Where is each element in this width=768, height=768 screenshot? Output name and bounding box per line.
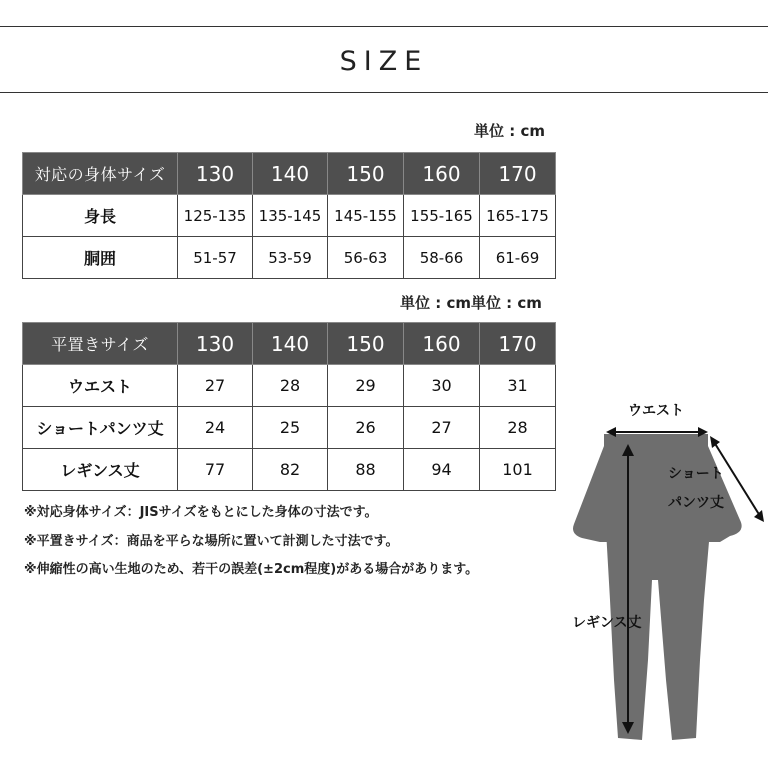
unit-label-2: 単位 : cm単位 : cm [400,294,542,312]
table-cell: 145-155 [328,195,404,237]
shorts-arrow-head-bottom [754,510,764,522]
table-cell: 27 [404,407,480,449]
header-cell: 150 [328,323,404,365]
table-cell: 53-59 [253,237,328,279]
table-cell: 28 [253,365,328,407]
table-cell: 30 [404,365,480,407]
waistband [604,434,708,448]
top-rule [0,26,768,27]
header-cell: 対応の身体サイズ [23,153,178,195]
table-cell: 27 [178,365,253,407]
header-cell: 170 [480,153,556,195]
header-cell: 160 [404,153,480,195]
unit-label-1: 単位 : cm [474,122,545,140]
leggings-label: レギンス丈 [572,615,642,631]
note-body-size: ※対応身体サイズ：JISサイズをもとにした身体の寸法です。 [24,505,378,520]
row-label: ショートパンツ丈 [23,407,178,449]
table-header-row [23,153,556,195]
table-cell: 155-165 [404,195,480,237]
table-row [23,237,556,279]
table-cell: 101 [480,449,556,491]
table-cell: 61-69 [480,237,556,279]
table-cell: 125-135 [178,195,253,237]
header-cell: 130 [178,153,253,195]
table-cell: 24 [178,407,253,449]
table-cell: 56-63 [328,237,404,279]
row-label: 身長 [23,195,178,237]
table-cell: 51-57 [178,237,253,279]
table-cell: 29 [328,365,404,407]
table-cell: 28 [480,407,556,449]
table-cell: 58-66 [404,237,480,279]
header-cell: 150 [328,153,404,195]
table-cell: 94 [404,449,480,491]
table-cell: 165-175 [480,195,556,237]
shorts-label-line2: パンツ丈 [668,495,724,511]
table-cell: 77 [178,449,253,491]
table-cell: 135-145 [253,195,328,237]
table-cell: 88 [328,449,404,491]
table-row [23,195,556,237]
title-rule [0,92,768,93]
shorts-label-line1: ショート [668,466,724,482]
table-cell: 82 [253,449,328,491]
table-row [23,407,556,449]
leggings-shape [606,530,710,740]
header-cell: 170 [480,323,556,365]
header-cell: 140 [253,323,328,365]
shorts-arrow-head-top [710,436,720,448]
row-label: ウエスト [23,365,178,407]
flat-size-table [22,322,556,491]
page-title: SIZE [339,46,429,77]
table-cell: 25 [253,407,328,449]
note-flat-size: ※平置きサイズ：商品を平らな場所に置いて計測した寸法です。 [24,534,399,549]
row-label: レギンス丈 [23,449,178,491]
garment-figure [560,380,768,760]
header-cell: 140 [253,153,328,195]
table-row [23,449,556,491]
header-cell: 160 [404,323,480,365]
header-cell: 平置きサイズ [23,323,178,365]
waist-label: ウエスト [628,403,684,419]
table-cell: 26 [328,407,404,449]
row-label: 胴囲 [23,237,178,279]
note-stretch-tolerance: ※伸縮性の高い生地のため、若干の誤差(±2cm程度)がある場合があります。 [24,562,479,577]
table-row [23,365,556,407]
body-size-table [22,152,556,279]
table-header-row [23,323,556,365]
header-cell: 130 [178,323,253,365]
table-cell: 31 [480,365,556,407]
